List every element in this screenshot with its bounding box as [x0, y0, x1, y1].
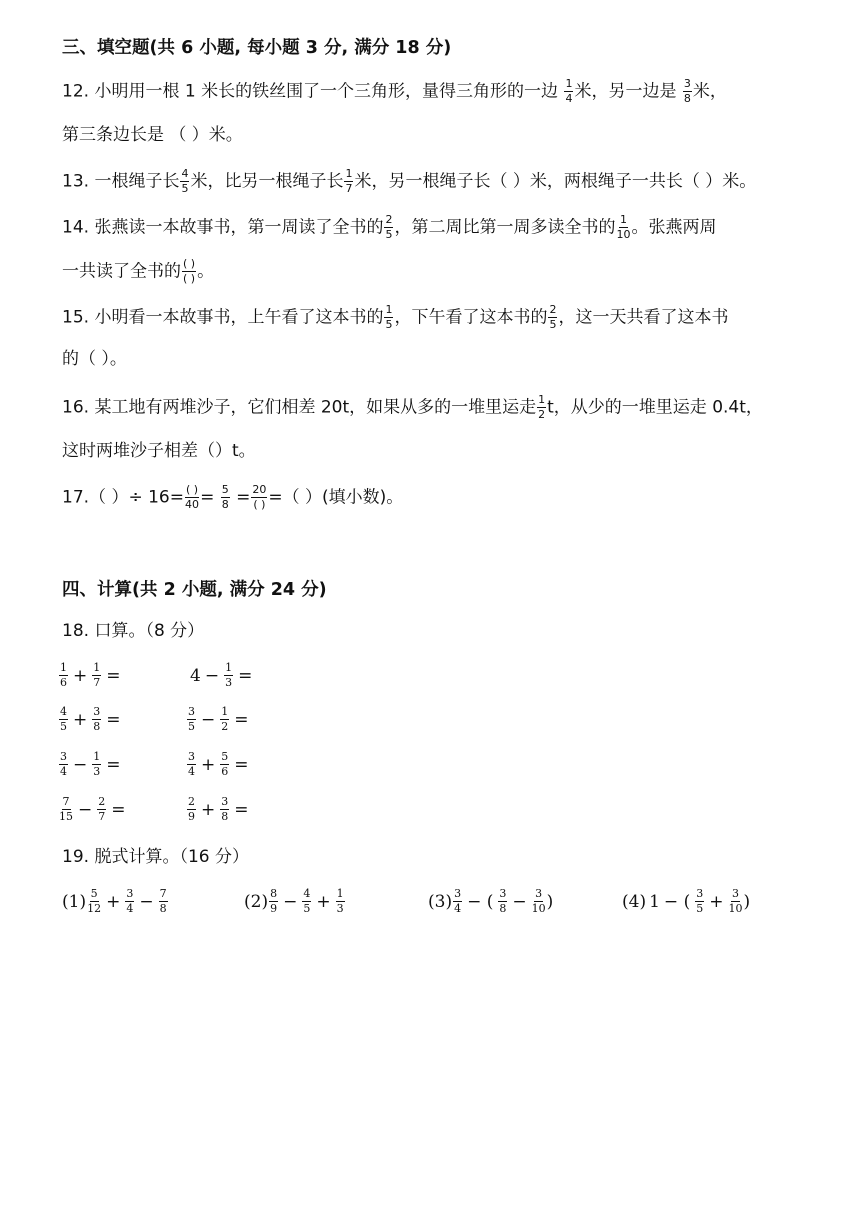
q18-item-3: $\frac{4}{5}$ + $\frac{3}{8}$ =	[60, 705, 121, 733]
question-15-line-1: 15. 小明看一本故事书，上午看了这本书的 $\frac{1}{5}$ ，下午看了这本书的 $\frac{2}{5}$ ，这一天共看了这本书	[62, 303, 729, 331]
q19-problem-2: (2) $\frac{8}{9}$ − $\frac{4}{5}$ + $\frac{1}{3}$	[244, 887, 344, 915]
q19-problem-3: (3) $\frac{3}{4}$ − ( $\frac{3}{8}$ − $\frac{3}{10}$ )	[428, 887, 554, 915]
q15-fraction-2: $\frac{2}{5}$	[549, 303, 557, 331]
q12-text-c: 米，	[692, 81, 727, 102]
q15-fraction-1: $\frac{1}{5}$	[385, 303, 393, 331]
question-16-line-1: 16. 某工地有两堆沙子，它们相差 20t，如果从多的一堆里运走 $\frac{1}{2}$ t，从少的一堆里运走 0.4t，	[62, 393, 763, 421]
q12-fraction-1: $\frac{1}{4}$	[565, 77, 573, 105]
question-13: 13. 一根绳子长 $\frac{4}{5}$ 米，比另一根绳子长 $\frac{1}{7}$ 米，另一根绳子长（ ）米，两根绳子一共长（ ）米。	[62, 167, 757, 195]
question-14-line-1: 14. 张燕读一本故事书，第一周读了全书的 $\frac{2}{5}$ ，第二周比第一周多读全书的 $\frac{1}{10}$ 。张燕两周	[62, 213, 717, 241]
question-19-label: 19. 脱式计算。（16 分）	[62, 847, 249, 867]
section-3-title: 三、填空题(共 6 小题, 每小题 3 分, 满分 18 分)	[62, 38, 452, 58]
question-18-label: 18. 口算。（8 分）	[62, 621, 205, 641]
q17-fraction-2: $\frac{5}{8}$	[221, 483, 229, 511]
q18-item-8: $\frac{2}{9}$ + $\frac{3}{8}$ =	[188, 795, 249, 823]
question-15-line-2: 的（ ）。	[62, 349, 127, 369]
q17-fraction-1: $\frac{( )}{40}$	[185, 483, 200, 511]
question-12-line-1	[62, 78, 727, 105]
q12-text-a: 12. 小明用一根 1 米长的铁丝围了一个三角形，量得三角形的一边	[62, 81, 559, 102]
section-4-title: 四、计算(共 2 小题, 满分 24 分)	[62, 580, 327, 600]
q17-fraction-3: $\frac{20}{( )}$	[252, 483, 267, 511]
question-12-line-2: 第三条边长是 （ ）米。	[62, 125, 243, 145]
q18-item-5: $\frac{3}{4}$ − $\frac{1}{3}$ =	[60, 750, 121, 778]
q16-fraction-1: $\frac{1}{2}$	[538, 393, 546, 421]
q14-fraction-1: $\frac{2}{5}$	[385, 213, 393, 241]
q18-item-4: $\frac{3}{5}$ − $\frac{1}{2}$ =	[188, 705, 249, 733]
q14-blank-fraction: $\frac{( )}{( )}$	[183, 257, 196, 285]
q18-item-6: $\frac{3}{4}$ + $\frac{5}{6}$ =	[188, 750, 249, 778]
q12-fraction-2: $\frac{3}{8}$	[683, 77, 691, 105]
q12-text-b: 米，另一边是	[574, 81, 677, 102]
q18-item-2: 4 − $\frac{1}{3}$ =	[190, 661, 253, 689]
question-14-line-2: 一共读了全书的 $\frac{( )}{( )}$ 。	[62, 257, 215, 285]
q13-fraction-2: $\frac{1}{7}$	[345, 167, 353, 195]
q19-problem-4: (4) 1 − ( $\frac{3}{5}$ + $\frac{3}{10}$ )	[622, 887, 751, 915]
q14-fraction-2: $\frac{1}{10}$	[616, 213, 631, 241]
q19-problem-1: (1) $\frac{5}{12}$ + $\frac{3}{4}$ − $\frac{7}{8}$	[62, 887, 167, 915]
q13-fraction-1: $\frac{4}{5}$	[181, 167, 189, 195]
question-17: 17.（ ）÷ 16= $\frac{( )}{40}$ = $\frac{5}{8}$ = $\frac{20}{( )}$ =（ ）(填小数)。	[62, 483, 404, 511]
q18-item-1: $\frac{1}{6}$ + $\frac{1}{7}$ =	[60, 661, 121, 689]
question-16-line-2: 这时两堆沙子相差（）t。	[62, 441, 256, 461]
q18-item-7: $\frac{7}{15}$ − $\frac{2}{7}$ =	[59, 795, 126, 823]
